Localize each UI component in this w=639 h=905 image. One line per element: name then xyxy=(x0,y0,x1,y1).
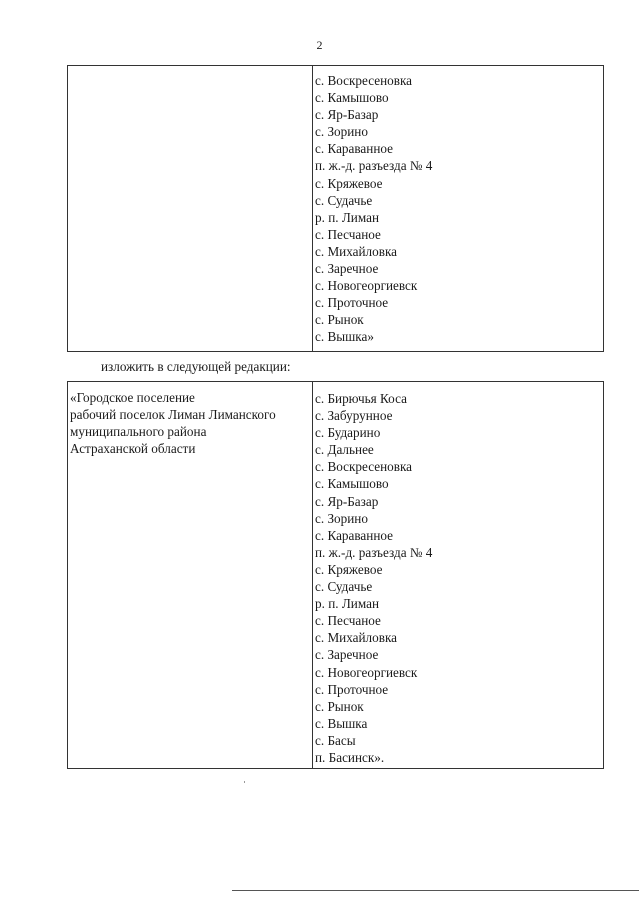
cell-line: с. Судачье xyxy=(315,579,373,595)
table-1-left-cell xyxy=(68,66,313,351)
cell-line: с. Кряжевое xyxy=(315,175,383,191)
cell-line: «Городское поселение xyxy=(70,390,195,405)
cell-line: с. Дальнее xyxy=(315,442,374,458)
settlements-table-new xyxy=(67,381,604,769)
page-number: 2 xyxy=(316,38,323,52)
cell-line: с. Яр-Базар xyxy=(315,493,379,509)
cell-line: с. Яр-Базар xyxy=(315,107,379,123)
cell-line: с. Кряжевое xyxy=(315,561,383,577)
cell-line: с. Вышка» xyxy=(315,329,374,345)
instruction-text: изложить в следующей редакции: xyxy=(101,359,291,374)
cell-line: с. Проточное xyxy=(315,295,389,311)
cell-line: п. ж.-д. разъезда № 4 xyxy=(315,544,433,560)
cell-line: с. Песчаное xyxy=(315,226,381,242)
cell-line: рабочий поселок Лиман Лиманского xyxy=(70,407,276,422)
cell-line: с. Зорино xyxy=(315,124,368,140)
table-2-right-cell xyxy=(313,382,603,768)
cell-line: с. Вышка xyxy=(315,715,368,731)
cell-line: с. Рынок xyxy=(315,698,364,714)
cell-line: с. Заречное xyxy=(315,261,379,277)
cell-line: п. ж.-д. разъезда № 4 xyxy=(315,158,433,174)
cell-line: с. Камышово xyxy=(315,476,389,492)
cell-line: с. Забурунное xyxy=(315,408,393,424)
cell-line: р. п. Лиман xyxy=(315,209,380,225)
cell-line: с. Рынок xyxy=(315,312,364,328)
cell-line: Астраханской области xyxy=(70,441,196,456)
cell-line: с. Заречное xyxy=(315,647,379,663)
cell-line: с. Басы xyxy=(315,732,356,748)
settlements-table-old xyxy=(67,65,604,352)
cell-line: с. Воскресеновка xyxy=(315,73,413,88)
cell-line: с. Караванное xyxy=(315,141,393,157)
cell-line: с. Камышово xyxy=(315,90,389,106)
table-2-left-cell xyxy=(68,382,313,768)
cell-line: с. Бирючья Коса xyxy=(315,391,407,406)
scan-speck xyxy=(244,781,245,783)
cell-line: с. Судачье xyxy=(315,192,373,208)
table-1-right-cell xyxy=(313,66,603,351)
cell-line: с. Новогеоргиевск xyxy=(315,278,418,294)
cell-line: с. Бударино xyxy=(315,425,381,441)
cell-line: с. Новогеоргиевск xyxy=(315,664,418,680)
cell-line: с. Зорино xyxy=(315,510,368,526)
cell-line: п. Басинск». xyxy=(315,749,385,765)
cell-line: с. Михайловка xyxy=(315,630,398,646)
cell-line: с. Воскресеновка xyxy=(315,459,413,475)
cell-line: с. Михайловка xyxy=(315,243,398,259)
bottom-rule xyxy=(232,890,639,891)
cell-line: муниципального района xyxy=(70,424,207,439)
cell-line: с. Проточное xyxy=(315,681,389,697)
cell-line: с. Песчаное xyxy=(315,613,381,629)
cell-line: р. п. Лиман xyxy=(315,596,380,612)
cell-line: с. Караванное xyxy=(315,527,393,543)
